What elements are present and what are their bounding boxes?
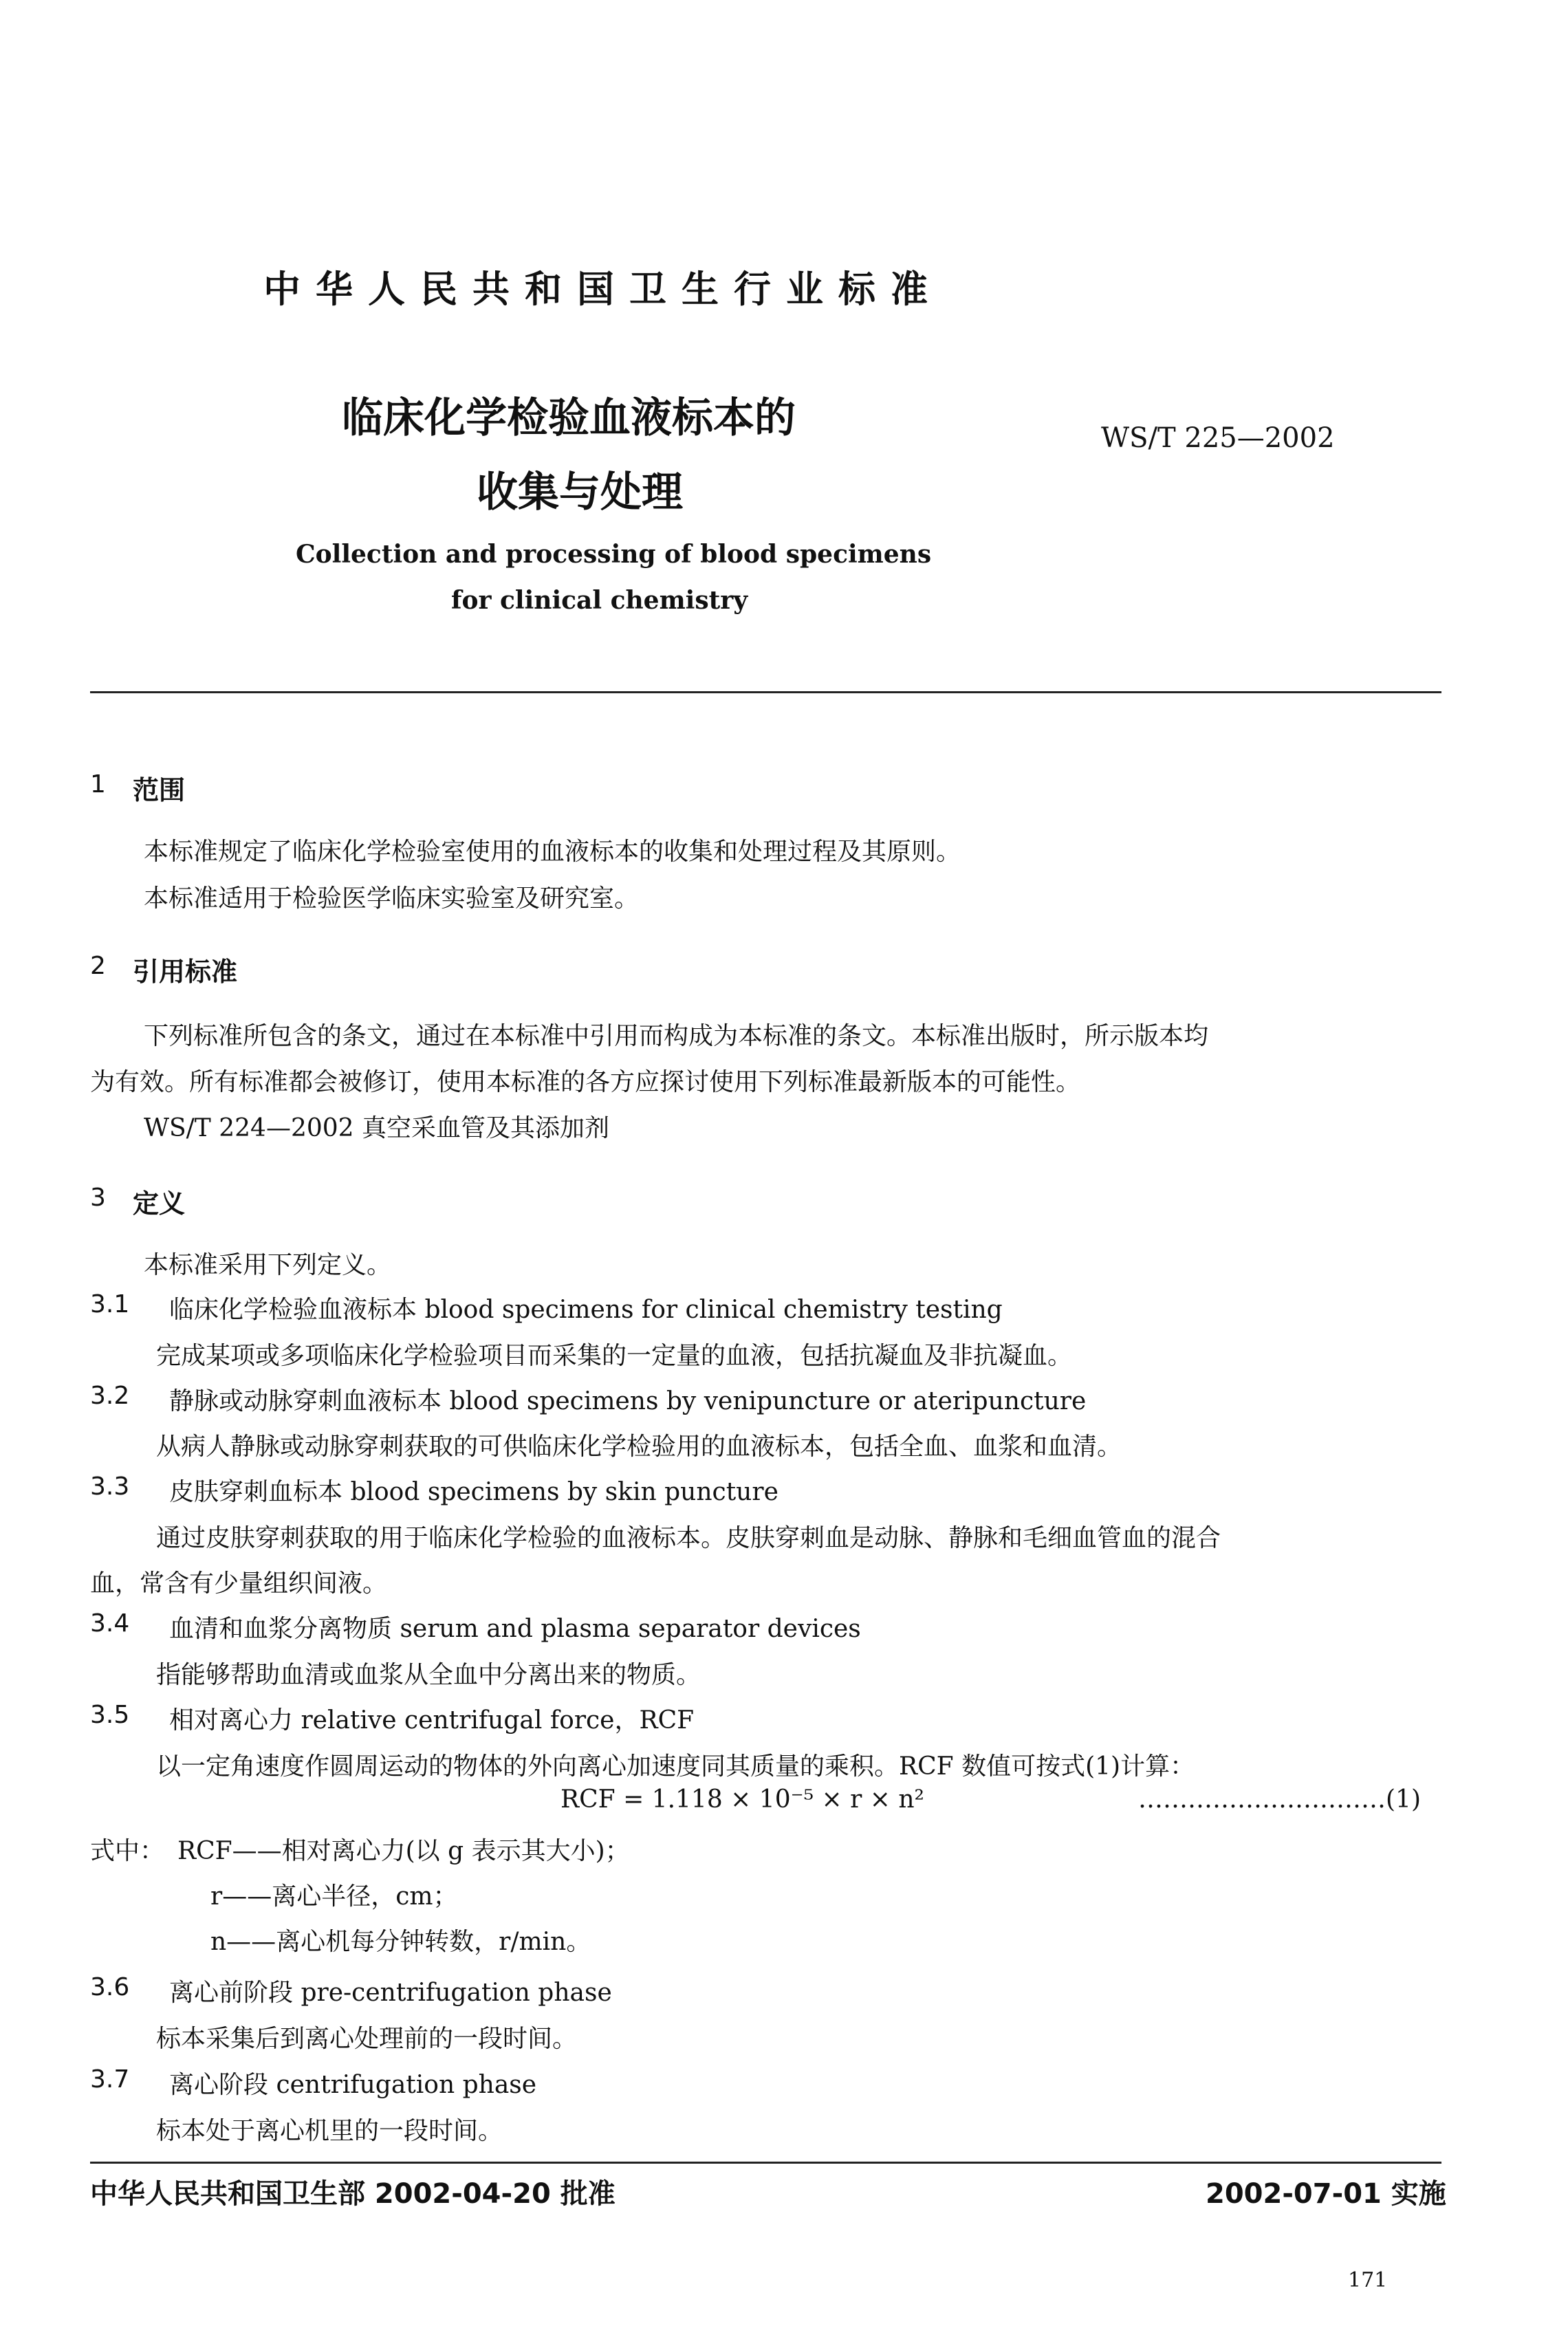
definition-3-6-text: 标本采集后到离心处理前的一段时间。 xyxy=(156,2025,578,2053)
referenced-standard: WS/T 224—2002 真空采血管及其添加剂 xyxy=(144,1114,610,1142)
definition-3-6-term: 离心前阶段 pre-centrifugation phase xyxy=(169,1979,612,2007)
definition-3-2-number: 3.2 xyxy=(90,1382,130,1410)
definition-3-3-text-line-1: 通过皮肤穿刺获取的用于临床化学检验的血液标本。皮肤穿刺血是动脉、静脉和毛细血管血的混合 xyxy=(156,1524,1221,1552)
definition-3-3-text-line-2: 血，常含有少量组织间液。 xyxy=(90,1569,388,1598)
section-3-intro: 本标准采用下列定义。 xyxy=(144,1251,392,1279)
definition-3-7-text: 标本处于离心机里的一段时间。 xyxy=(156,2117,503,2145)
issuing-agency: 中华人民共和国卫生行业标准 xyxy=(263,268,943,311)
definition-3-3-number: 3.3 xyxy=(90,1472,130,1501)
definition-3-2-term: 静脉或动脉穿刺血液标本 blood specimens by venipuncture or ateripuncture xyxy=(169,1387,1087,1415)
formula-number: …………………………(1) xyxy=(1138,1785,1421,1814)
standard-number: WS/T 225—2002 xyxy=(1101,422,1335,454)
definition-3-7-number: 3.7 xyxy=(90,2065,130,2094)
document-title-line-2: 收集与处理 xyxy=(477,468,683,517)
section-2-title: 引用标准 xyxy=(133,957,238,987)
variable-rcf-definition: RCF——相对离心力(以 g 表示其大小)； xyxy=(177,1837,630,1865)
section-3-number: 3 xyxy=(90,1184,106,1212)
section-1-number: 1 xyxy=(90,770,106,798)
definition-3-6-number: 3.6 xyxy=(90,1973,130,2001)
definition-3-3-term: 皮肤穿刺血标本 blood specimens by skin puncture xyxy=(169,1478,778,1506)
footer-divider xyxy=(90,2162,1441,2164)
section-1-title: 范围 xyxy=(133,775,186,805)
definition-3-1-number: 3.1 xyxy=(90,1290,130,1318)
header-divider xyxy=(90,691,1441,693)
variable-n-definition: n——离心机每分钟转数，r/min。 xyxy=(210,1928,591,1956)
variable-r-definition: r——离心半径，cm； xyxy=(210,1882,458,1911)
definition-3-4-number: 3.4 xyxy=(90,1609,130,1638)
section-2-paragraph-line-2: 为有效。所有标准都会被修订，使用本标准的各方应探讨使用下列标准最新版本的可能性。 xyxy=(90,1068,1081,1096)
english-title-line-1: Collection and processing of blood specimens xyxy=(296,540,932,569)
definition-3-5-term: 相对离心力 relative centrifugal force，RCF xyxy=(169,1706,695,1735)
rcf-formula: RCF = 1.118 × 10⁻⁵ × r × n² xyxy=(560,1785,924,1814)
definition-3-5-number: 3.5 xyxy=(90,1701,130,1729)
document-title-line-1: 临床化学检验血液标本的 xyxy=(342,394,796,442)
definition-3-1-text: 完成某项或多项临床化学检验项目而采集的一定量的血液，包括抗凝血及非抗凝血。 xyxy=(156,1342,1073,1370)
definition-3-5-text: 以一定角速度作圆周运动的物体的外向离心加速度同其质量的乘积。RCF 数值可按式(1)计算： xyxy=(156,1752,1195,1781)
definition-3-1-term: 临床化学检验血液标本 blood specimens for clinical chemistry testing xyxy=(169,1296,1003,1324)
definition-3-4-text: 指能够帮助血清或血浆从全血中分离出来的物质。 xyxy=(156,1661,701,1689)
definition-3-2-text: 从病人静脉或动脉穿刺获取的可供临床化学检验用的血液标本，包括全血、血浆和血清。 xyxy=(156,1433,1122,1461)
definition-3-7-term: 离心阶段 centrifugation phase xyxy=(169,2071,537,2099)
section-1-paragraph-2: 本标准适用于检验医学临床实验室及研究室。 xyxy=(144,884,640,913)
definition-3-4-term: 血清和血浆分离物质 serum and plasma separator devices xyxy=(169,1615,861,1643)
section-3-title: 定义 xyxy=(133,1188,186,1219)
where-label: 式中： xyxy=(90,1837,165,1865)
approval-date: 中华人民共和国卫生部 2002-04-20 批准 xyxy=(90,2178,616,2210)
section-2-paragraph-line-1: 下列标准所包含的条文，通过在本标准中引用而构成为本标准的条文。本标准出版时，所示版本均 xyxy=(144,1022,1209,1050)
section-2-number: 2 xyxy=(90,952,106,980)
english-title-line-2: for clinical chemistry xyxy=(451,586,748,615)
section-1-paragraph-1: 本标准规定了临床化学检验室使用的血液标本的收集和处理过程及其原则。 xyxy=(144,838,961,866)
implementation-date: 2002-07-01 实施 xyxy=(1206,2178,1446,2210)
page-number: 171 xyxy=(1348,2268,1388,2292)
